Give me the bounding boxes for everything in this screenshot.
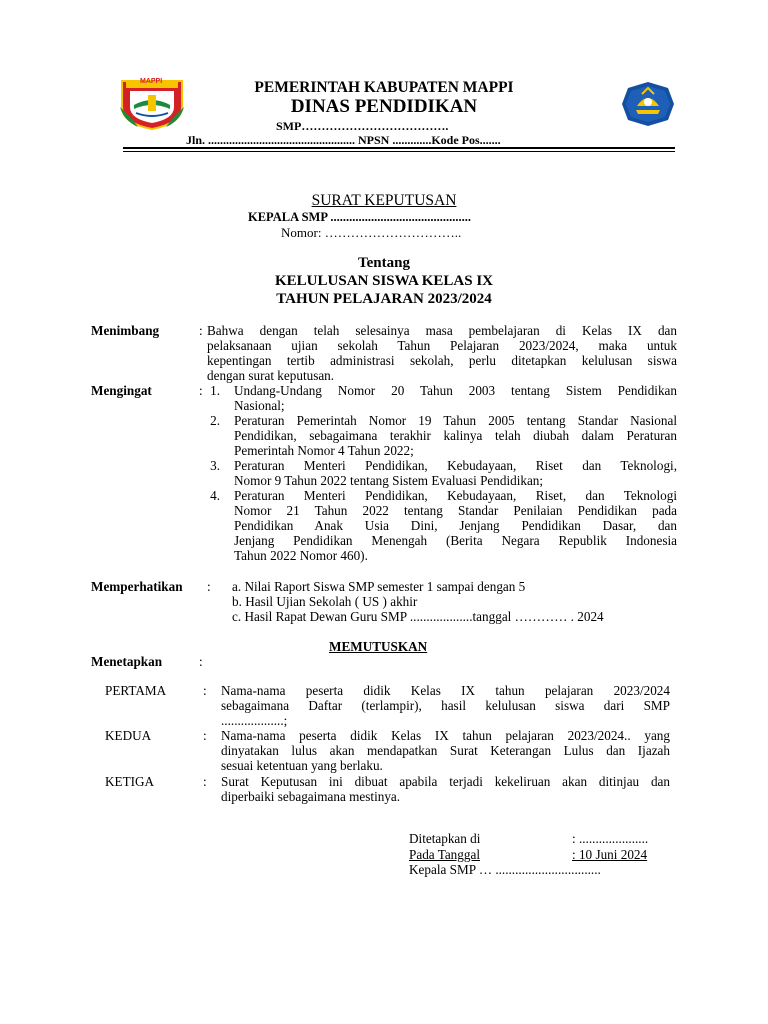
- topic-line-1: KELULUSAN SISWA KELAS IX: [275, 273, 493, 289]
- menimbang-line: dengan surat keputusan.: [207, 368, 335, 383]
- decision-colon: :: [203, 774, 207, 789]
- header-divider-thick: [123, 147, 675, 149]
- decision-line: diperbaiki sebagaimana mestinya.: [221, 789, 401, 804]
- mengingat-item-line: Nomor 9 Tahun 2022 tentang Sistem Evaluasi Pendidikan;: [234, 473, 544, 488]
- mengingat-item-number: 3.: [210, 458, 220, 473]
- mengingat-item-line: Nomor 21 Tahun 2022 tentang Standar Penilaian Pendidikan pada: [234, 503, 677, 518]
- mengingat-item-line: Peraturan Menteri Pendidikan, Kebudayaan, Riset, dan Teknologi: [234, 488, 677, 503]
- mengingat-item-line: Peraturan Menteri Pendidikan, Kebudayaan, Riset dan Teknologi,: [234, 458, 677, 473]
- mengingat-item-line: Peraturan Pemerintah Nomor 19 Tahun 2005 tentang Standar Nasional: [234, 413, 677, 428]
- decision-line: dinyatakan lulus akan mendapatkan Surat Keterangan Lulus dan Ijazah: [221, 743, 670, 758]
- decision-line: Nama-nama peserta didik Kelas IX tahun pelajaran 2023/2024.. yang: [221, 728, 670, 743]
- menimbang-line: kepentingan tertib administrasi sekolah, perlu ditetapkan kelulusan siswa: [207, 353, 677, 368]
- mengingat-item-number: 4.: [210, 488, 220, 503]
- topic-line-2: TAHUN PELAJARAN 2023/2024: [276, 291, 492, 307]
- mengingat-item-line: Pendidikan, sebagaimana terakhir kalinya telah diubah dalam Peraturan: [234, 428, 677, 443]
- decision-colon: :: [203, 728, 207, 743]
- decision-label: KEDUA: [105, 728, 152, 743]
- memperhatikan-label: Memperhatikan: [91, 579, 183, 594]
- document-number: Nomor: …………………………..: [281, 225, 462, 240]
- mengingat-item-line: Jenjang Pendidikan Menengah (Berita Negara Republik Indonesia: [234, 533, 677, 548]
- mengingat-item-line: Nasional;: [234, 398, 285, 413]
- mengingat-item-line: Pemerintah Nomor 4 Tahun 2022;: [234, 443, 414, 458]
- document-issuer: KEPALA SMP .............................................: [248, 210, 472, 224]
- mengingat-label: Mengingat: [91, 383, 152, 398]
- mengingat-item-line: Tahun 2022 Nomor 460).: [234, 548, 368, 563]
- memutuskan-heading: MEMUTUSKAN: [329, 639, 428, 654]
- header-address-line: Jln. ................................................. NPSN .............Kode Pos.......: [186, 133, 501, 147]
- menetapkan-label: Menetapkan: [91, 654, 163, 669]
- decision-line: Nama-nama peserta didik Kelas IX tahun pelajaran 2023/2024: [221, 683, 670, 698]
- tanggal-value: : 10 Juni 2024: [572, 847, 648, 862]
- decision-colon: :: [203, 683, 207, 698]
- ditetapkan-value: : .....................: [572, 831, 649, 846]
- document-title-text: SURAT KEPUTUSAN: [311, 192, 457, 209]
- decision-line: sebagaimana Daftar (terlampir), hasil kelulusan siswa dari SMP: [221, 698, 670, 713]
- mengingat-item-number: 2.: [210, 413, 220, 428]
- header-school-line: SMP……………………………….: [276, 119, 449, 133]
- ditetapkan-label: Ditetapkan di: [409, 831, 481, 846]
- menimbang-line: pelaksanaan ujian sekolah Tahun Pelajaran 2023/2024, maka untuk: [207, 338, 677, 353]
- tentang-heading: Tentang: [358, 255, 410, 271]
- memperhatikan-item: b. Hasil Ujian Sekolah ( US ) akhir: [232, 594, 418, 609]
- header-office-name: DINAS PENDIDIKAN: [290, 96, 478, 117]
- tanggal-label: Pada Tanggal: [409, 847, 480, 862]
- menetapkan-colon: :: [199, 654, 203, 669]
- mengingat-item-line: Undang-Undang Nomor 20 Tahun 2003 tentang Sistem Pendidikan: [234, 383, 677, 398]
- decision-line: Surat Keputusan ini dibuat apabila terjadi kekeliruan akan ditinjau dan: [221, 774, 670, 789]
- mengingat-item-line: Pendidikan Anak Usia Dini, Jenjang Pendidikan Dasar, dan: [234, 518, 677, 533]
- memperhatikan-item: a. Nilai Raport Siswa SMP semester 1 sampai dengan 5: [232, 579, 526, 594]
- decision-label: KETIGA: [105, 774, 155, 789]
- memperhatikan-colon: :: [207, 579, 211, 594]
- decision-line: ...................;: [221, 713, 288, 728]
- kepala-signature-line: Kepala SMP … ................................: [409, 862, 601, 877]
- mappi-logo-text: MAPPI: [140, 78, 163, 85]
- memperhatikan-item: c. Hasil Rapat Dewan Guru SMP ...................tanggal ………… . 2024: [232, 609, 604, 624]
- mengingat-item-number: 1.: [210, 383, 220, 398]
- mengingat-colon: :: [199, 383, 203, 398]
- header-divider-thin: [123, 151, 675, 152]
- menimbang-label: Menimbang: [91, 323, 160, 338]
- decision-line: sesuai ketentuan yang berlaku.: [221, 758, 383, 773]
- menimbang-colon: :: [199, 323, 203, 338]
- document-title: [0, 192, 768, 210]
- decision-label: PERTAMA: [105, 683, 167, 698]
- header-government-line: PEMERINTAH KABUPATEN MAPPI: [254, 79, 514, 96]
- menimbang-line: Bahwa dengan telah selesainya masa pembelajaran di Kelas IX dan: [207, 323, 677, 338]
